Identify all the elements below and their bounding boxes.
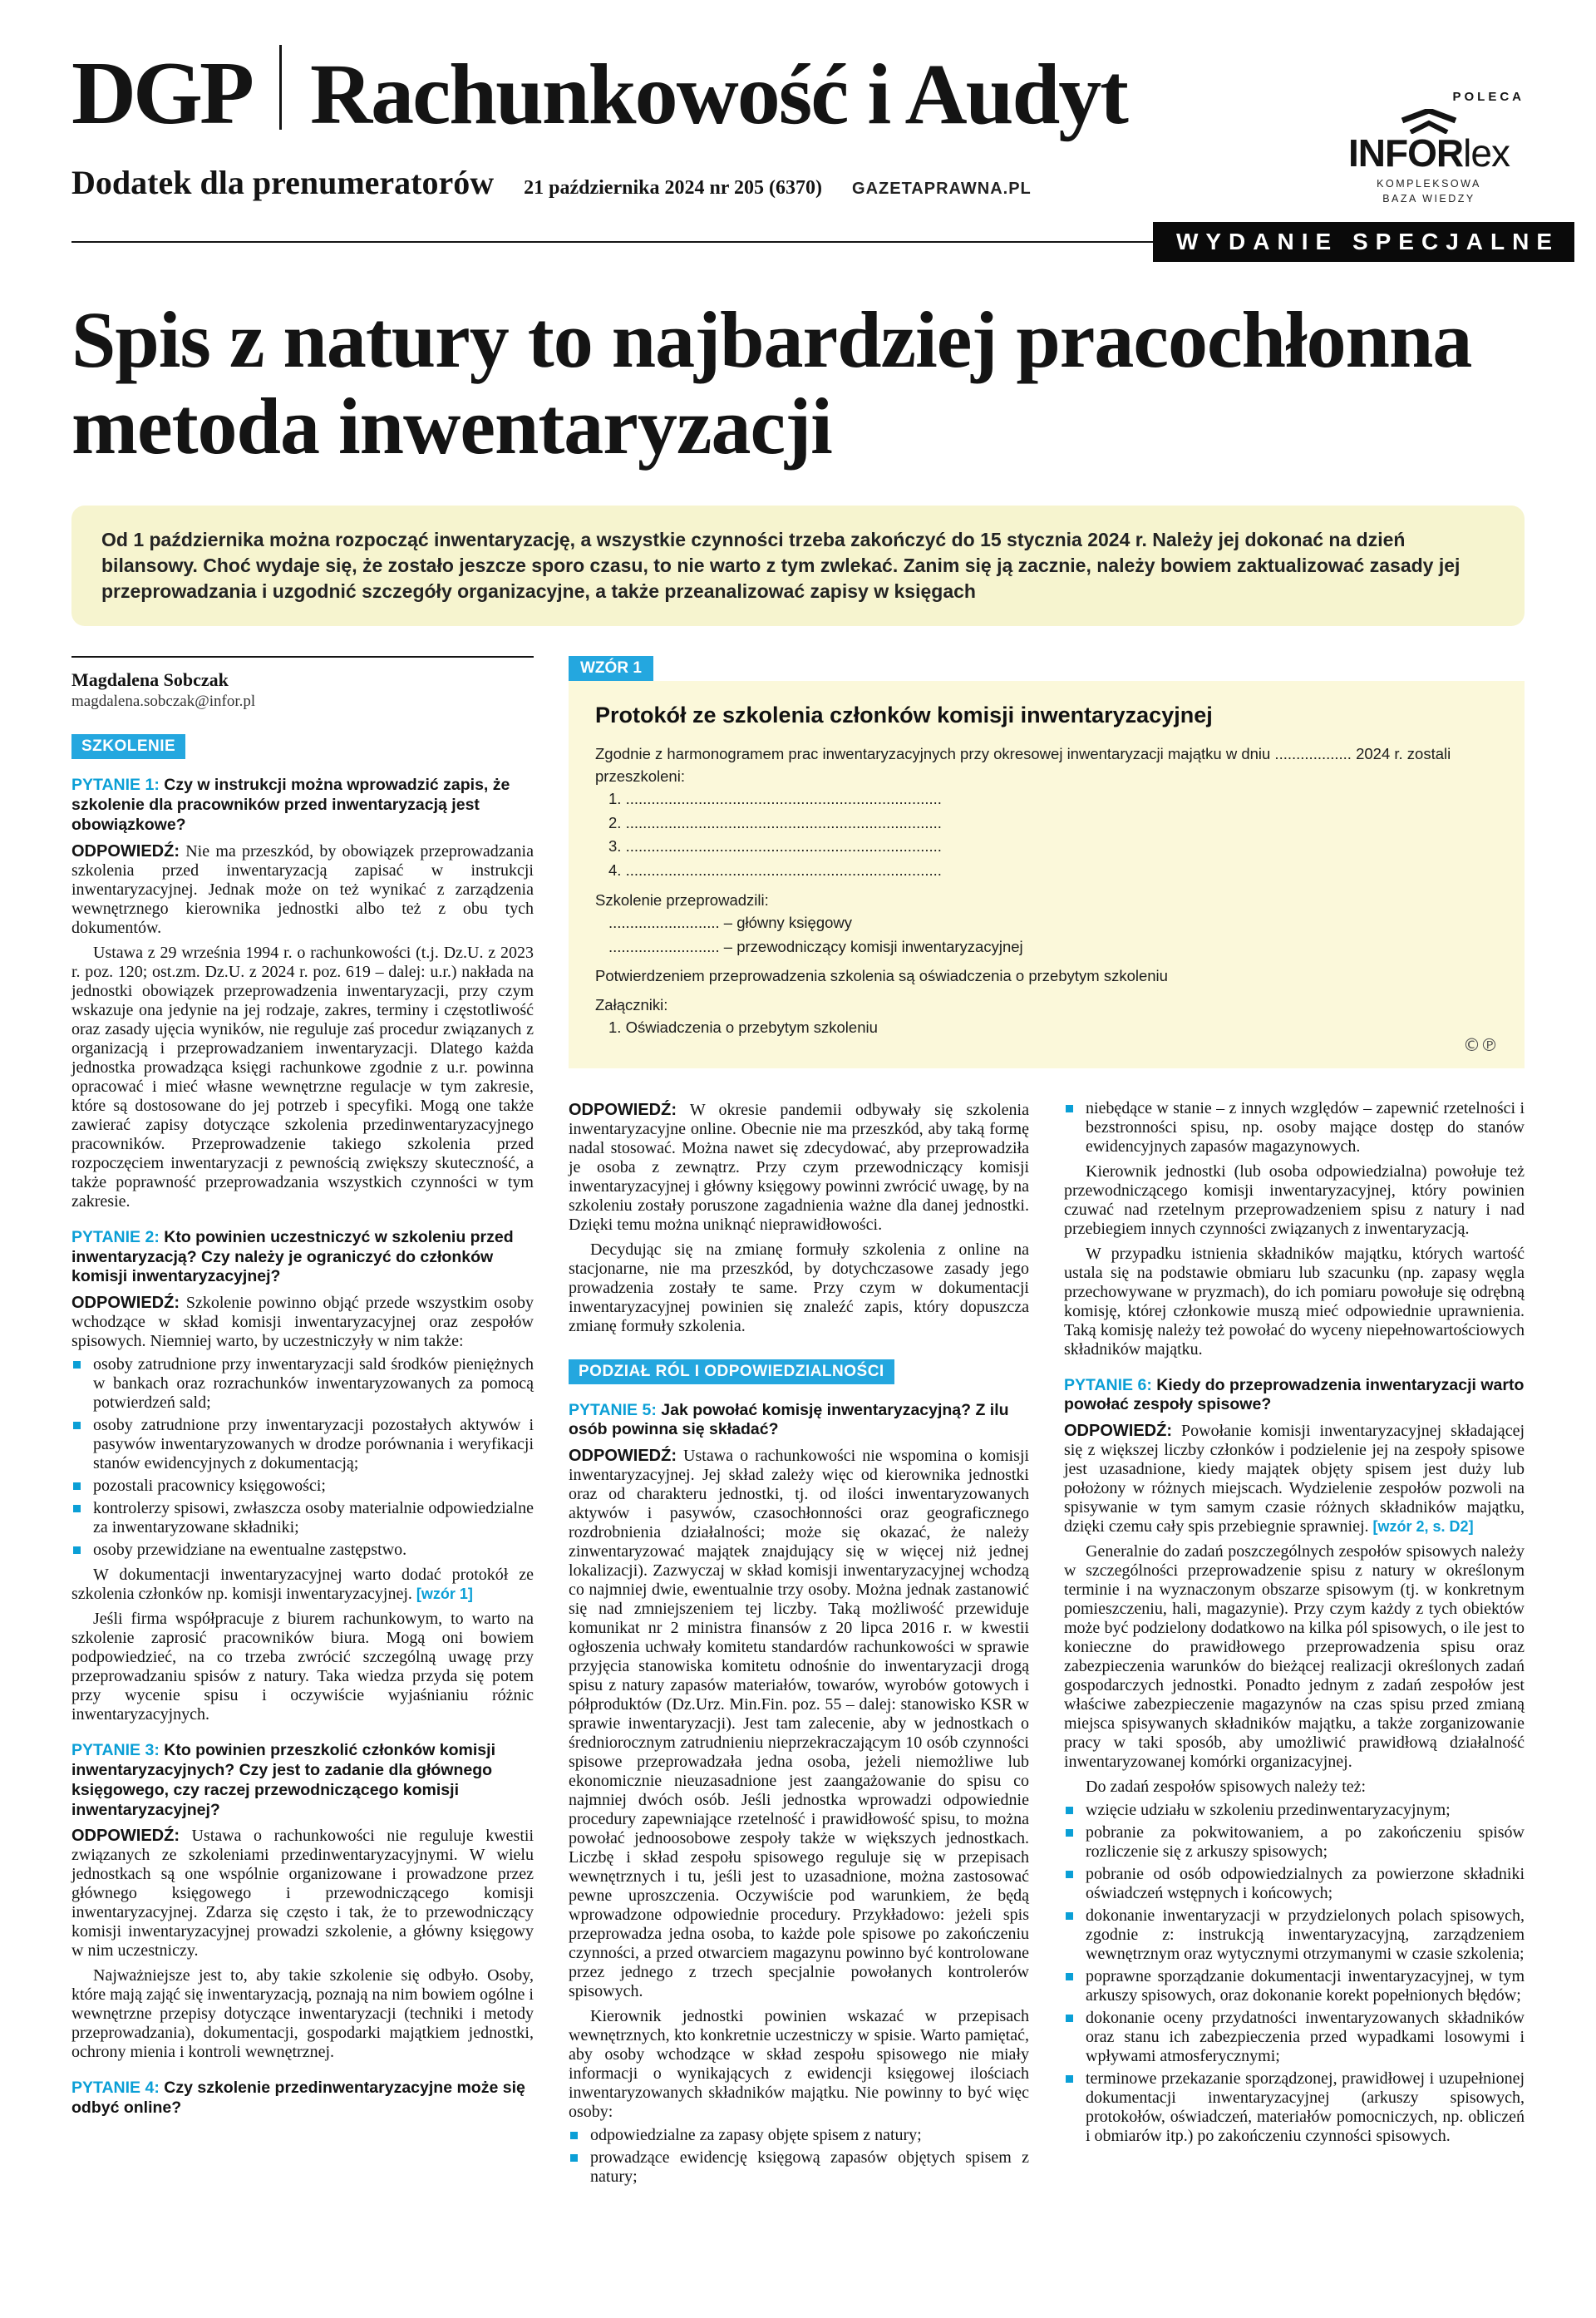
author-block [71, 656, 534, 711]
wzor-1-tab: WZÓR 1 [569, 656, 653, 681]
article-body [71, 656, 1525, 2187]
question-3-number: PYTANIE 3: [71, 1741, 160, 1760]
paragraph: Najważniejsze jest to, aby takie szkolenie się odbyło. Osoby, które mają zająć się inwentaryzacją, poznają na nim bowiem ogólne i wewnętrzne przepisy dotyczące inwentaryzacji (techniki i metody przeprowadzania), dokumentacji, gospodarki majątkiem jednostki, ochrony mienia i kontroli wewnętrznej. [71, 1966, 534, 2062]
bullet-text: osoby zatrudnione przy inwentaryzacji sald środków pieniężnych w bankach oraz rozrachunków inwentaryzowanych za pomocą potwierdzeń sald; [93, 1355, 534, 1413]
wzor-1-line: .......................... – przewodniczący komisji inwentaryzacyjnej [608, 937, 1023, 955]
answer-2-text: Szkolenie powinno objąć przede wszystkim osoby wchodzące w skład komisji inwentaryzacyjnej oraz zespołów spisowych. Niemniej warto, by uczestniczyły w nim także: [71, 1294, 534, 1351]
answer-3 [71, 1827, 534, 1960]
answer-6 [1064, 1422, 1525, 1536]
bullet-text: osoby przewidziane na ewentualne zastępstwo. [93, 1541, 407, 1560]
wzor-1-intro: Zgodnie z harmonogramem prac inwentaryzacyjnych przy okresowej inwentaryzacji majątku w dniu .................. 2024 r. zostali przeszkoleni: [595, 745, 1451, 785]
headline: Spis z natury to najbardziej pracochłonna metoda inwentaryzacji [71, 295, 1472, 471]
bullet-item [1064, 1906, 1525, 1964]
infor-chevron-icon [1400, 109, 1458, 134]
column-1 [71, 656, 534, 2187]
paragraph: Jeśli firma współpracuje z biurem rachunkowym, to warto na szkolenie zaprosić pracowników biura. Mogą oni bowiem podpowiedzieć, na co trzeba zwrócić szczególną uwagę przy przeprowadzaniu spisów z natury. Taka wiedza przyda się potem przy wycenie spisu i oczywiście wyjaśnianiu różnic inwentaryzacyjnych. [71, 1610, 534, 1724]
question-6 [1064, 1376, 1525, 1416]
wzor-1-line: 4. .......................................................................... [608, 861, 942, 880]
wzor-1-box [569, 681, 1525, 1068]
wzor-1-line: 2. .......................................................................... [608, 813, 942, 831]
question-3 [71, 1741, 534, 1820]
author-email: magdalena.sobczak@infor.pl [71, 693, 256, 711]
issue-info: 21 października 2024 nr 205 (6370) [524, 177, 823, 199]
answer-label: ODPOWIEDŹ: [1064, 1422, 1172, 1441]
paragraph [71, 1566, 534, 1604]
paragraph: Kierownik jednostki (lub osoba odpowiedzialna) powołuje też przewodniczącego komisji inwentaryzacyjnej, który powinien czuwać nad rzetelnym przeprowadzeniem spisu z natury i nad przebiegiem innych czynności związanych z inwentaryzacją. [1064, 1161, 1525, 1238]
wzor-1-attachments-label: Załączniki: [595, 995, 668, 1014]
two-columns [569, 1095, 1525, 2187]
section-label-szkolenie: SZKOLENIE [71, 734, 185, 759]
question-2-number: PYTANIE 2: [71, 1227, 160, 1246]
masthead-meta-row [71, 163, 1525, 202]
question-4-number: PYTANIE 4: [71, 2079, 160, 2098]
question-4 [71, 2079, 534, 2118]
bullet-item [1064, 1099, 1525, 1157]
bullet-item [569, 2126, 1029, 2145]
bullet-item [1064, 2069, 1525, 2146]
bullet-item [71, 1477, 534, 1496]
masthead [71, 0, 1559, 262]
dgp-logo: DGP [71, 43, 251, 143]
answer-label: ODPOWIEDŹ: [569, 1100, 677, 1119]
paragraph: Ustawa z 29 września 1994 r. o rachunkowości (t.j. Dz.U. z 2023 r. poz. 120; ost.zm. Dz.U. z 2024 r. poz. 619 – dalej: u.r.) nakłada na jednostki obowiązek przeprowadzenia inwentaryzacji, przy czym wskazuje ona jedynie na jej rodzaje, zakres, terminy i częstotliwość oraz zasady ujęcia wyników, nie reguluje zaś procedur związanych z organizacją i przeprowadzaniem inwentaryzacji. Dlatego każda jednostka prowadząca księgi rachunkowe zgodnie z u.r. powinna opracować i mieć własne wewnętrzne regulacje w tym zakresie, które są dostosowane do jej potrzeb i specyfiki. Mogą one także zawierać zapisy dotyczące szkolenia przedinwentaryzacyjnego pracowników. Przeprowadzenie takiego szkolenia przed rozpoczęciem inwentaryzacji z pewnością zwiększy skuteczność, a także poprawność przeprowadzania wszystkich czynności w tym zakresie. [71, 943, 534, 1211]
bullet-text: odpowiedzialne za zapasy objęte spisem z natury; [590, 2126, 922, 2145]
poleca-label: POLECA [1452, 90, 1525, 104]
brand-row [71, 43, 1525, 143]
infor-tagline-line2: BAZA WIEDZY [1382, 192, 1475, 205]
column-2 [569, 1095, 1029, 2187]
question-5-text: Jak powołać komisję inwentaryzacyjną? Z ilu osób powinna się składać? [569, 1400, 1009, 1439]
bullet-item [1064, 1823, 1525, 1862]
bullet-text: dokonanie inwentaryzacji w przydzielonych polach spisowych, zgodnie z: instrukcją inwentaryzacyjną, zarządzeniem wewnętrznym oraz wytycznymi otrzymanymi w czasie szkolenia; [1086, 1906, 1525, 1964]
question-1 [71, 776, 534, 835]
bullet-text: niebędące w stanie – z innych względów – zapewnić rzetelności i bezstronności spisu, np. osoby mające dostęp do stanów ewidencyjnych zapasów magazynowych. [1086, 1098, 1525, 1156]
infor-logo-block [1333, 90, 1525, 206]
answer-6-text: Powołanie komisji inwentaryzacyjnej składającej się z większej liczby członków i podzielenie jej na zespoły spisowe jest uzasadnione, kiedy majątek objęty spisem jest duży lub położony w różnych miejscach. Wydzielenie zespołów pozwoli na spisywanie w tym samym czasie różnych składników majątku, dzięki czemu cały spis przebiegnie sprawniej. [1064, 1422, 1525, 1536]
paragraph: Do zadań zespołów spisowych należy też: [1086, 1778, 1367, 1797]
bullet-text: prowadzące ewidencję księgową zapasów objętych spisem z natury; [590, 2148, 1029, 2187]
paragraph: Decydując się na zmianę formuły szkolenia z online na stacjonarne, nie ma przeszkód, by dotychczasowe zasady jego prowadzenia zostały te same. Przy czym w dokumentacji inwentaryzacyjnej powinien się znaleźć zapis, który dopuszcza zmianę formuły szkolenia. [569, 1240, 1029, 1335]
bullet-item [569, 2148, 1029, 2187]
bullet-text: pozostali pracownicy księgowości; [93, 1477, 326, 1496]
bullet-list [569, 2126, 1029, 2187]
question-6-number: PYTANIE 6: [1064, 1375, 1152, 1394]
question-6-text: Kiedy do przeprowadzenia inwentaryzacji warto powołać zespoły spisowe? [1064, 1375, 1525, 1414]
bullet-text: pobranie za pokwitowaniem, a po zakończeniu spisów rozliczenie się z arkuszy spisowych; [1086, 1823, 1525, 1862]
bullet-item [71, 1499, 534, 1537]
special-edition-banner: WYDANIE SPECJALNE [1153, 222, 1574, 262]
answer-4-text: W okresie pandemii odbywały się szkolenia inwentaryzacyjne online. Obecnie nie ma przeszkód, aby taką formę nadal stosować. Można nawet się zdecydować, aby przeprowadziła je osoba z zewnątrz. Przy czym przewodniczący komisji inwentaryzacyjnej i główny księgowy powinni zwrócić uwagę, by na szkoleniu zostały poruszone zagadnienia ważne dla danej jednostki. Dzięki temu można uniknąć nieprawidłowości. [569, 1100, 1029, 1234]
wzor-1-attachment: 1. Oświadczenia o przebytym szkoleniu [608, 1018, 878, 1036]
question-1-number: PYTANIE 1: [71, 776, 160, 795]
paragraph-text: W dokumentacji inwentaryzacyjnej warto dodać protokół ze szkolenia członków np. komisji inwentaryzacyjnej. [71, 1566, 534, 1604]
question-1-text: Czy w instrukcji można wprowadzić zapis, że szkolenie dla pracowników przed inwentaryzacją jest obowiązkowe? [71, 776, 510, 835]
bullet-text: osoby zatrudnione przy inwentaryzacji pozostałych aktywów i pasywów inwentaryzowanych w drodze porównania i weryfikacji stanów ewidencyjnych z dokumentacją; [93, 1416, 534, 1473]
header-rule [71, 241, 1153, 243]
paragraph: W przypadku istnienia składników majątku, których wartość ustala się na podstawie obmiaru lub szacunku (np. zapasy węgla przechowywane w pryzmach), do ich pomiaru powołuje się odrębną komisję, której członkowie muszą mieć odpowiednie uprawnienia. Taką komisję należy też powołać do wyceny niepełnowartościowych składników majątku. [1064, 1244, 1525, 1359]
infor-tagline-line1: KOMPLEKSOWA [1377, 178, 1481, 190]
question-4-text: Czy szkolenie przedinwentaryzacyjne może się odbyć online? [71, 2079, 525, 2118]
answer-label: ODPOWIEDŹ: [71, 1294, 180, 1313]
bullet-item [1064, 1801, 1525, 1820]
question-5-number: PYTANIE 5: [569, 1400, 657, 1419]
bullet-text: pobranie od osób odpowiedzialnych za powierzone składniki oświadczeń wstępnych i końcowych; [1086, 1865, 1525, 1903]
infor-tagline [1333, 177, 1525, 206]
copyright-icons: ©℗ [1463, 1034, 1498, 1055]
answer-5 [569, 1447, 1029, 2001]
lead-box: Od 1 października można rozpocząć inwentaryzację, a wszystkie czynności trzeba zakończyć do 15 stycznia 2024 r. Należy jej dokonać na dzień bilansowy. Choć wydaje się, że zostało jeszcze sporo czasu, to nie warto z tym zwlekać. Zanim się ją zacznie, należy bowiem zaktualizować zasady jej przeprowadzania i uzgodnić szczegóły organizacyjne, a także przeanalizować zapisy w księgach [71, 506, 1525, 626]
brand-divider [279, 45, 282, 130]
infor-lex-suffix: lex [1463, 131, 1510, 175]
wzor-1-line: .......................... – główny księgowy [608, 913, 853, 931]
website-label: GAZETAPRAWNA.PL [852, 180, 1032, 198]
answer-3-text: Ustawa o rachunkowości nie reguluje kwestii związanych ze szkoleniami przedinwentaryzacyjnymi. W wielu jednostkach są one wspólnie organizowane i prowadzone przez głównego księgowego i przewodniczącego komisji inwentaryzacyjnej. Zdarza się często i tak, że to przewodniczący komisji inwentaryzacyjnej prowadzi szkolenie, a główny księgowy w nim uczestniczy. [71, 1827, 534, 1960]
author-name: Magdalena Sobczak [71, 669, 229, 691]
infor-name: INFOR [1348, 131, 1464, 175]
header-bottom [71, 222, 1559, 262]
bullet-item [71, 1416, 534, 1473]
infor-wordmark [1333, 131, 1525, 175]
bullet-text: kontrolerzy spisowi, zwłaszcza osoby materialnie odpowiedzialne za inwentaryzowane składniki; [93, 1499, 534, 1537]
question-3-text: Kto powinien przeszkolić członków komisji inwentaryzacyjnych? Czy jest to zadanie dla głównego księgowego, czy raczej przewodniczącego komisji inwentaryzacyjnej? [71, 1741, 495, 1819]
bullet-item [71, 1355, 534, 1413]
bullet-item [1064, 1967, 1525, 2005]
answer-1 [71, 842, 534, 938]
answer-label: ODPOWIEDŹ: [71, 1827, 180, 1846]
wzor-1-line: 3. .......................................................................... [608, 837, 942, 856]
bullet-text: wzięcie udziału w szkoleniu przedinwentaryzacyjnym; [1086, 1801, 1451, 1820]
bullet-list [71, 1355, 534, 1560]
supplement-title: Rachunkowość i Audyt [309, 47, 1127, 143]
question-2 [71, 1228, 534, 1287]
answer-5-text: Ustawa o rachunkowości nie wspomina o komisji inwentaryzacyjnej. Jej skład zależy więc od kierownika jednostki oraz od charakteru jednostki, tj. od ilości inwentaryzowanych aktywów i pasywów, czasochłonności oraz geograficznego rozdrobnienia działalności; może się okazać, że należy zinwentaryzować majątek znajdujący się w więcej niż jednej lokalizacji). Zazwyczaj w skład komisji inwentaryzacyjnej wchodzą co najmniej dwie, ewentualnie trzy osoby. Można jednak zastanowić się nad zmniejszeniem tej liczby. Taką możliwość przewiduje komunikat nr 2 ministra finansów z 20 lipca 2016 r. w kwestii ogłoszenia uchwały komitetu standardów rachunkowości w sprawie przyjęcia stanowiska komitetu odnośnie do inwentaryzacji drogą spisu z natury zapasów materiałów, towarów, wyrobów gotowych i półproduktów (Dz.Urz. Min.Fin. poz. 55 – dalej: stanowisko KSR w sprawie inwentaryzacji). Jest tam zalecenie, aby w jednostkach o średniorocznym zatrudnieniu nieprzekraczającym 10 osób czynności spisowe przeprowadzała jedna osoba, jeżeli niemożliwe lub ekonomicznie nieuzasadnione jest zaangażowanie do spisu co najmniej dwóch osób. Jeśli jednostka wprowadzi odpowiednie procedury zapewniające rzetelność i prawidłowość spisu, to można powołać jednoosobowe zespoły także w większych jednostkach. Liczbę i skład zespołu spisowego reguluje się w przepisach wewnętrznych i tu, jeśli jest to uzasadnione, można zastosować pewne uproszczenia. Oczywiście pod warunkiem, że będą wprowadzone odpowiednie procedury. Przykładowo: jeżeli spis przeprowadza jedna osoba, to każde pole spisowe po zakończeniu czynności, a przed otwarciem magazynu powinno być kontrolowane przez jednego z trzech specjalnie powołanych kontrolerów spisowych. [569, 1447, 1030, 2001]
subscriber-label: Dodatek dla prenumeratorów [71, 164, 495, 201]
wzor-1-reference: [wzór 1] [416, 1586, 473, 1603]
bullet-list [1064, 1801, 1525, 2146]
bullet-text: dokonanie oceny przydatności inwentaryzowanych składników oraz stanu ich zabezpieczenia przed wypadkami losowymi i wpływami atmosferycznymi; [1086, 2009, 1525, 2066]
answer-label: ODPOWIEDŹ: [71, 841, 180, 861]
paragraph: Kierownik jednostki powinien wskazać w przepisach wewnętrznych, kto konkretnie uczestniczy w spisie. Warto pamiętać, aby osoby wchodzące w skład zespołu spisowego nie miały informacji o wynikających z ewidencji księgowej ilościach inwentaryzowanych składników majątku. Nie powinny to być więc osoby: [569, 2007, 1029, 2122]
question-5 [569, 1401, 1029, 1441]
right-area [569, 656, 1525, 2187]
answer-1-text: Nie ma przeszkód, by obowiązek przeprowadzania szkolenia przed inwentaryzacją zapisać w instrukcji inwentaryzacyjnej. Jednak może on też wynikać z zarządzenia wewnętrznego kierownika jednostki albo też z obu tych dokumentów. [71, 841, 534, 937]
answer-4 [569, 1101, 1029, 1235]
wzor-1-conducted-label: Szkolenie przeprowadzili: [595, 890, 769, 909]
paragraph: Generalnie do zadań poszczególnych zespołów spisowych należy w szczególności przeprowadzenie spisu z natury w określonym terminie i na wyznaczonym obszarze spisowym (tj. w konkretnym pomieszczeniu, hali, magazynie). Przy czym każdy z tych obiektów może być podzielony dodatkowo na kilka pól spisowych, o ile jest to konieczne do prawidłowego przeprowadzenia spisu oraz zabezpieczenia warunków do bieżącej realizacji określonych zadań gospodarczych jednostki. Ponadto jednym z zadań zespołów jest właściwe zabezpieczenie magazynów na czas spisu przed zmianą miejsca spisywanych składników majątku, a także zorganizowanie pracy w taki sposób, aby umożliwić prawidłową działalność inwentaryzowanej komórki organizacyjnej. [1064, 1542, 1525, 1772]
bullet-item [1064, 2009, 1525, 2066]
wzor-2-reference: [wzór 2, s. D2] [1372, 1518, 1474, 1536]
answer-label: ODPOWIEDŹ: [569, 1447, 677, 1466]
answer-2 [71, 1294, 534, 1351]
wzor-1-confirmation: Potwierdzeniem przeprowadzenia szkolenia są oświadczenia o przebytym szkoleniu [595, 967, 1168, 985]
section-label-podzial-rol: PODZIAŁ RÓL I ODPOWIEDZIALNOŚCI [569, 1359, 894, 1384]
bullet-text: terminowe przekazanie sporządzonej, prawidłowej i uzupełnionej dokumentacji inwentaryzacyjnej (arkuszy spisowych, protokołów, oświadczeń, materiałów pomocniczych, np. obliczeń i obmiarów itp.) po zakończeniu czynności spisowych. [1086, 2069, 1525, 2146]
bullet-text: poprawne sporządzanie dokumentacji inwentaryzacyjnej, w tym arkuszy spisowych, oraz dokonanie korekt popełnionych błędów; [1086, 1967, 1525, 2005]
wzor-1-title: Protokół ze szkolenia członków komisji inwentaryzacyjnej [595, 703, 1213, 728]
question-2-text: Kto powinien uczestniczyć w szkoleniu przed inwentaryzacją? Czy należy je ograniczyć do członków komisji inwentaryzacyjnej? [71, 1227, 514, 1286]
bullet-list [1064, 1099, 1525, 1157]
bullet-item [1064, 1865, 1525, 1903]
wzor-1-line: 1. .......................................................................... [608, 790, 942, 808]
column-3 [1064, 1095, 1525, 2187]
bullet-item [71, 1541, 534, 1560]
